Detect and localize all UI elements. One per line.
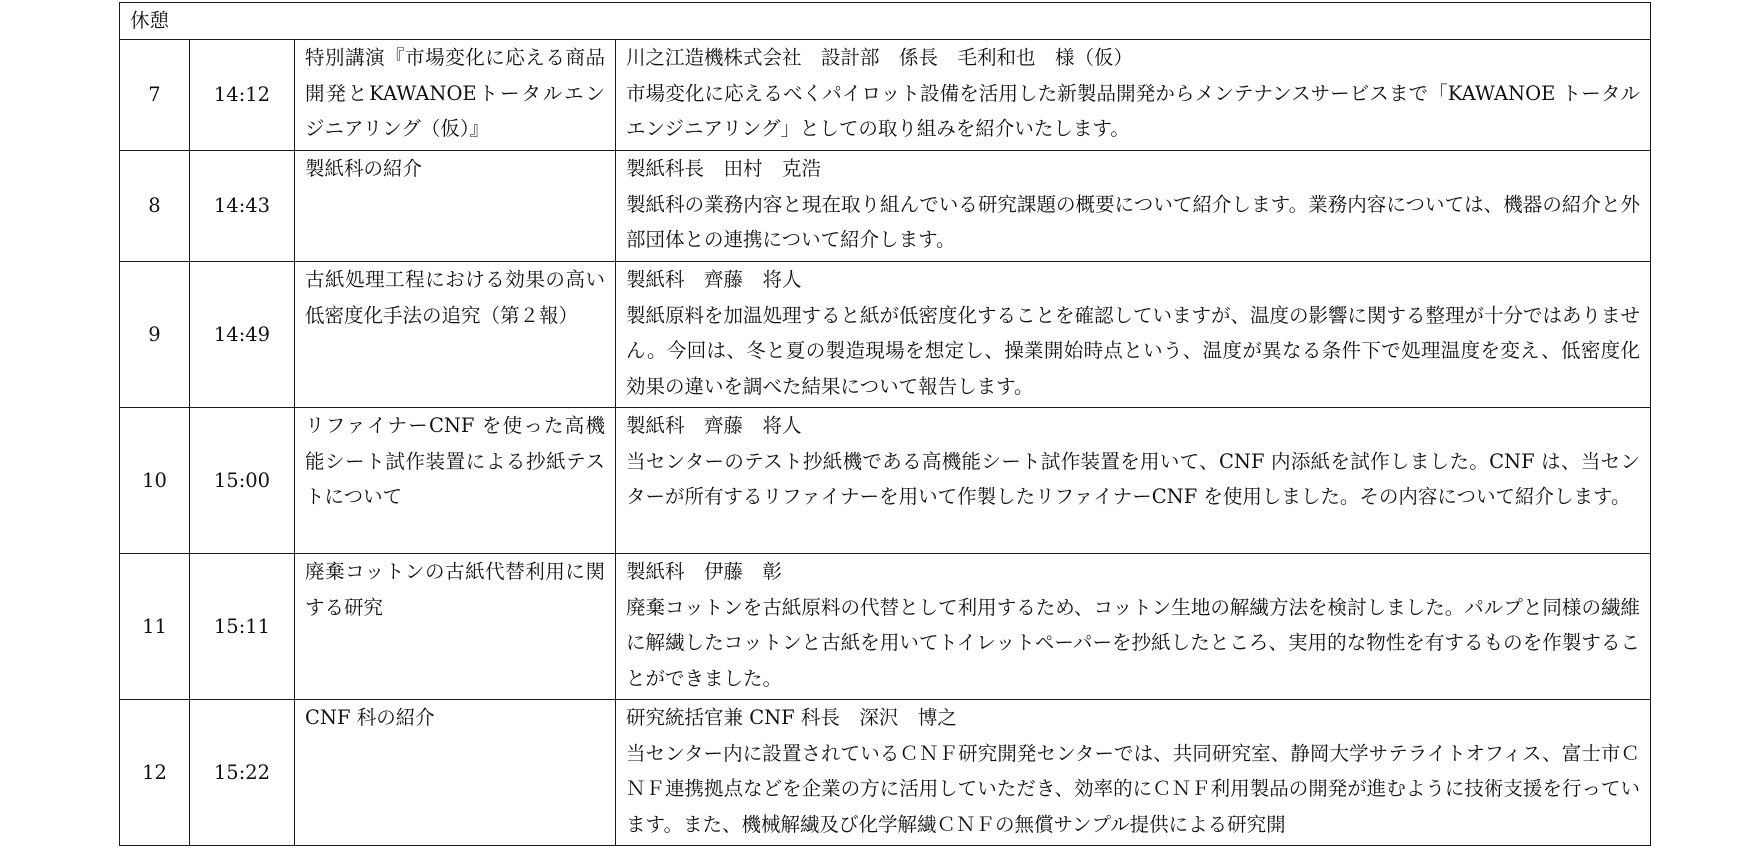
- table-row: [120, 554, 1651, 700]
- session-number: 12: [120, 700, 190, 846]
- session-description: 製紙原料を加温処理すると紙が低密度化することを確認していますが、温度の影響に関する整理が十分ではありません。今回は、冬と夏の製造現場を想定し、操業開始時点という、温度が異なる条件下で処理温度を変え、低密度化効果の違いを調べた結果について報告します。: [626, 303, 1641, 398]
- table-row: [120, 40, 1651, 151]
- program-schedule-table: [119, 2, 1651, 846]
- table-row: [120, 151, 1651, 262]
- session-details: [616, 262, 1651, 408]
- session-time: 14:43: [190, 151, 295, 262]
- table-row: [120, 408, 1651, 554]
- session-details: [616, 151, 1651, 262]
- session-speaker: 製紙科 伊藤 彰: [626, 560, 783, 583]
- session-details: [616, 554, 1651, 700]
- session-title: リファイナーCNF を使った高機能シート試作装置による抄紙テストについて: [295, 408, 616, 554]
- break-label: 休憩: [120, 3, 1651, 40]
- session-title: 古紙処理工程における効果の高い低密度化手法の追究（第２報）: [295, 262, 616, 408]
- session-description: 当センターのテスト抄紙機である高機能シート試作装置を用いて、CNF 内添紙を試作しました。CNF は、当センターが所有するリファイナーを用いて作製したリファイナーCNF を使用しました。その内容について紹介します。: [626, 449, 1641, 508]
- session-description: 当センター内に設置されているＣＮＦ研究開発センターでは、共同研究室、静岡大学サテライトオフィス、富士市ＣＮＦ連携拠点などを企業の方に活用していただき、効率的にＣＮＦ利用製品の開発が進むように技術支援を行っています。また、機械解繊及び化学解繊ＣＮＦの無償サンプル提供による研究開: [626, 741, 1641, 836]
- session-speaker: 研究統括官兼 CNF 科長 深沢 博之: [626, 706, 957, 729]
- session-number: 9: [120, 262, 190, 408]
- session-time: 15:22: [190, 700, 295, 846]
- session-title: CNF 科の紹介: [295, 700, 616, 846]
- session-time: 15:11: [190, 554, 295, 700]
- session-title: 製紙科の紹介: [295, 151, 616, 262]
- session-details: [616, 40, 1651, 151]
- table-row: [120, 262, 1651, 408]
- session-number: 8: [120, 151, 190, 262]
- session-details: [616, 408, 1651, 554]
- table-row: [120, 700, 1651, 846]
- session-description: 廃棄コットンを古紙原料の代替として利用するため、コットン生地の解繊方法を検討しました。パルプと同様の繊維に解繊したコットンと古紙を用いてトイレットペーパーを抄紙したところ、実用的な物性を有するものを作製することができました。: [626, 595, 1641, 690]
- session-description: 市場変化に応えるべくパイロット設備を活用した新製品開発からメンテナンスサービスまで「KAWANOE トータルエンジニアリング」としての取り組みを紹介いたします。: [626, 81, 1641, 140]
- session-time: 14:49: [190, 262, 295, 408]
- session-details: [616, 700, 1651, 846]
- session-speaker: 製紙科 齊藤 将人: [626, 414, 802, 437]
- session-time: 14:12: [190, 40, 295, 151]
- session-number: 11: [120, 554, 190, 700]
- session-title: 廃棄コットンの古紙代替利用に関する研究: [295, 554, 616, 700]
- session-title: 特別講演『市場変化に応える商品開発とKAWANOEトータルエンジニアリング（仮）』: [295, 40, 616, 151]
- session-speaker: 川之江造機株式会社 設計部 係長 毛利和也 様（仮）: [626, 46, 1134, 69]
- session-time: 15:00: [190, 408, 295, 554]
- break-row: [120, 3, 1651, 40]
- session-speaker: 製紙科 齊藤 将人: [626, 268, 802, 291]
- session-number: 7: [120, 40, 190, 151]
- session-description: 製紙科の業務内容と現在取り組んでいる研究課題の概要について紹介します。業務内容については、機器の紹介と外部団体との連携について紹介します。: [626, 192, 1641, 251]
- session-speaker: 製紙科長 田村 克浩: [626, 157, 822, 180]
- session-number: 10: [120, 408, 190, 554]
